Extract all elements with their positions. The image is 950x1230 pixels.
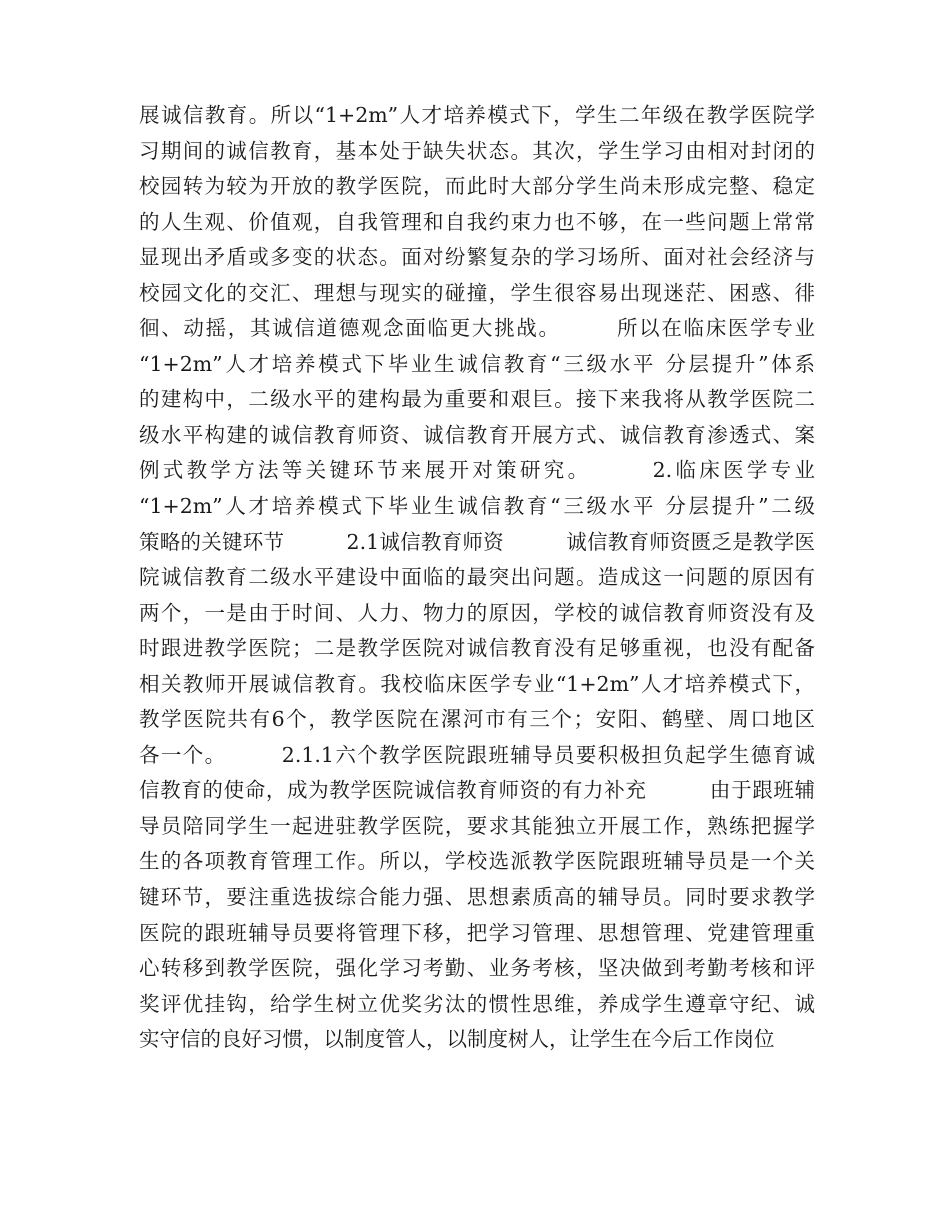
text-line: 医院的跟班辅导员要将管理下移，把学习管理、思想管理、党建管理重 [139,920,815,945]
text-line: 校园文化的交汇、理想与现实的碰撞，学生很容易出现迷茫、困惑、徘 [139,280,815,305]
text-line: 相关教师开展诚信教育。我校临床医学专业“1+2m”人才培养模式下， [139,671,815,696]
text-line: 两个，一是由于时间、人力、物力的原因，学校的诚信教育师资没有及 [139,600,815,625]
text-line: 实守信的良好习惯，以制度管人，以制度树人，让学生在今后工作岗位 [139,1027,775,1052]
text-line: 键环节，要注重选拔综合能力强、思想素质高的辅导员。同时要求教学 [139,885,815,910]
text-line: 校园转为较为开放的教学医院，而此时大部分学生尚未形成完整、稳定 [139,174,815,199]
text-line: 的人生观、价值观，自我管理和自我约束力也不够，在一些问题上常常 [139,209,815,234]
text-line: 级水平构建的诚信教育师资、诚信教育开展方式、诚信教育渗透式、案 [139,422,815,447]
text-line: 生的各项教育管理工作。所以，学校选派教学医院跟班辅导员是一个关 [139,849,815,874]
text-line: 各一个。 2.1.1六个教学医院跟班辅导员要积极担负起学生德育诚 [139,742,815,767]
text-line: 导员陪同学生一起进驻教学医院，要求其能独立开展工作，熟练把握学 [139,813,815,838]
text-line: 教学医院共有6个，教学医院在漯河市有三个；安阳、鹤壁、周口地区 [139,707,815,732]
text-line: 心转移到教学医院，强化学习考勤、业务考核，坚决做到考勤考核和评 [139,956,815,981]
body-text [139,98,815,1058]
text-line: 奖评优挂钩，给学生树立优奖劣汰的惯性思维，养成学生遵章守纪、诚 [139,991,815,1016]
text-line: 策略的关键环节 2.1诚信教育师资 诚信教育师资匮乏是教学医 [139,529,815,554]
text-line: 习期间的诚信教育，基本处于缺失状态。其次，学生学习由相对封闭的 [139,138,815,163]
text-line: 例式教学方法等关键环节来展开对策研究。 2.临床医学专业 [139,458,815,483]
text-line: 徊、动摇，其诚信道德观念面临更大挑战。 所以在临床医学专业 [139,316,815,341]
text-line: 展诚信教育。所以“1+2m”人才培养模式下，学生二年级在教学医院学 [139,103,815,127]
text-line: 显现出矛盾或多变的状态。面对纷繁复杂的学习场所、面对社会经济与 [139,245,815,270]
text-line: “1+2m”人才培养模式下毕业生诚信教育“三级水平 分层提升”体系 [139,351,815,376]
text-line: “1+2m”人才培养模式下毕业生诚信教育“三级水平 分层提升”二级 [139,494,815,519]
text-line: 信教育的使命，成为教学医院诚信教育师资的有力补充 由于跟班辅 [139,778,815,803]
text-line: 时跟进教学医院；二是教学医院对诚信教育没有足够重视，也没有配备 [139,636,815,661]
text-line: 院诚信教育二级水平建设中面临的最突出问题。造成这一问题的原因有 [139,565,815,590]
text-line: 的建构中，二级水平的建构最为重要和艰巨。接下来我将从教学医院二 [139,387,815,412]
